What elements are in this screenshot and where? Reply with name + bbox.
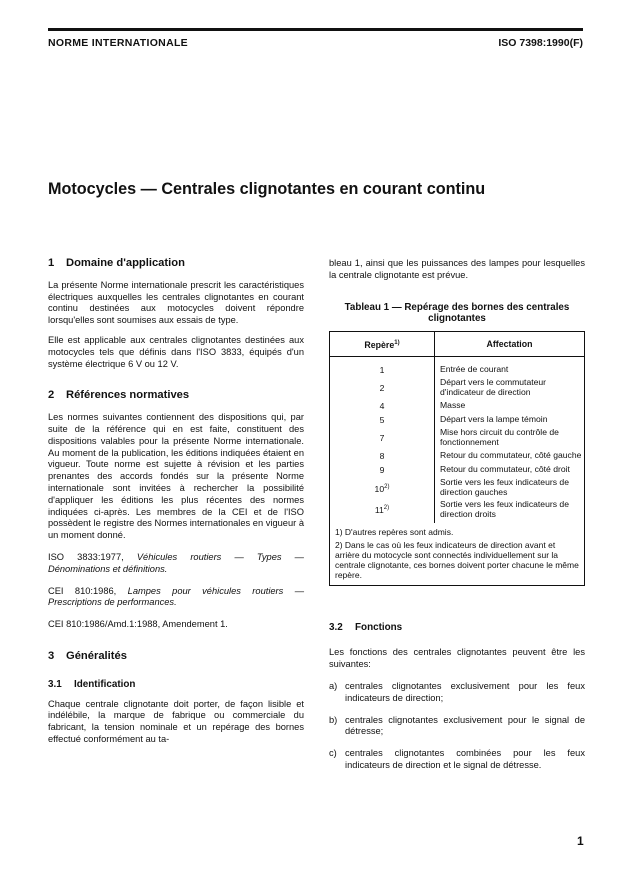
subsection-3-1-heading: 3.1 Identification (48, 678, 136, 690)
table-cell-affectation: Entrée de courant (435, 356, 585, 377)
sec2-paragraph-1: Les normes suivantes contiennent des dispositions qui, par suite de la référence qui en est faite, constituent des dispositions valables pour la présente Norme internationale. Au moment de la publication, les éditions indiquées étaient en vigueur. Toute norme est sujette à révision et les parties prenantes des accords fondés sur la présente Norme internationale sont invitées à rechercher la possibilité d'appliquer les éditions les plus récentes des normes indiquées ci-après. Les membres de la CEI et de l'ISO possèdent le registre des Normes internationales en vigueur à un moment donné. (48, 412, 304, 541)
table-cell-affectation: Retour du commutateur, côté droit (435, 463, 585, 477)
table-cell-repere: 9 (330, 463, 435, 477)
terminal-table (329, 331, 585, 523)
subsection-3-2-heading: 3.2 Fonctions (329, 621, 403, 633)
table-cell-affectation: Départ vers la lampe témoin (435, 413, 585, 427)
table-cell-repere: 10$^{2)}$ (330, 477, 435, 499)
table-cell-affectation: Retour du commutateur, côté gauche (435, 449, 585, 463)
sec3-1-paragraph-continued: bleau 1, ainsi que les puissances des lampes pour lesquelles la centrale clignotante est prévue. (329, 258, 585, 280)
section-3-heading: 3 Généralités (48, 649, 127, 662)
table-cell-repere: 2 (330, 377, 435, 399)
table-cell-repere: 11$^{2)}$ (330, 499, 435, 523)
page-number: 1 (577, 834, 584, 848)
page-header (48, 28, 583, 49)
reference-iso-3833: ISO 3833:1977, Véhicules routiers — Types — Dénominations et définitions. (48, 551, 304, 574)
table-header-repere: Repère$^{1)}$ (330, 331, 435, 356)
section-1-heading: 1 Domaine d'application (48, 257, 185, 269)
table-cell-affectation: Départ vers le commutateur d'indicateur de direction (435, 377, 585, 399)
table-row (330, 477, 585, 499)
sec3-2-paragraph: Les fonctions des centrales clignotantes peuvent être les suivantes: (329, 647, 585, 670)
section-2-heading: 2 Références normatives (48, 389, 190, 402)
table-row (330, 399, 585, 413)
right-column (329, 258, 585, 772)
list-item: a) centrales clignotantes exclusivement pour les feux indicateurs de direction; (329, 681, 585, 703)
sec1-paragraph-2: Elle est applicable aux centrales clignotantes destinées aux motocycles tels que définis dans l'ISO 3833, équipés d'un système électrique 6 V ou 12 V. (48, 334, 304, 369)
table-cell-repere: 4 (330, 399, 435, 413)
table-cell-repere: 8 (330, 449, 435, 463)
reference-cei-810-amd: CEI 810:1986/Amd.1:1988, Amendement 1. (48, 619, 228, 630)
table-caption: Tableau 1 — Repérage des bornes des centrales clignotantes (344, 301, 570, 325)
table-cell-repere: 1 (330, 356, 435, 377)
table-cell-affectation: Mise hors circuit du contrôle de fonctionnement (435, 427, 585, 449)
left-column (48, 258, 304, 746)
table-row (330, 499, 585, 523)
table-note-1: 1) D'autres repères sont admis. (335, 526, 454, 537)
table-row (330, 377, 585, 399)
table-cell-repere: 7 (330, 427, 435, 449)
reference-cei-810: CEI 810:1986, Lampes pour véhicules routiers — Prescriptions de performances. (48, 585, 304, 608)
sec3-1-paragraph: Chaque centrale clignotante doit porter, de façon lisible et indélébile, la marque de fabrique ou commerciale du fabricant, la tension nominale et un repérage des bornes effectué conformément au ta- (48, 698, 304, 744)
list-item: b) centrales clignotantes exclusivement pour le signal de détresse; (329, 714, 585, 737)
table-cell-affectation: Sortie vers les feux indicateurs de direction gauches (435, 477, 585, 499)
function-list (329, 681, 585, 772)
table-row (330, 449, 585, 463)
table-cell-repere: 5 (330, 413, 435, 427)
table-cell-affectation: Masse (435, 399, 585, 413)
list-item: c) centrales clignotantes combinées pour les feux indicateurs de direction et le signal de détresse. (329, 748, 585, 770)
table-footnotes (329, 523, 585, 586)
header-left: NORME INTERNATIONALE (48, 37, 188, 49)
header-right: ISO 7398:1990(F) (498, 37, 583, 49)
table-header-affectation: Affectation (435, 331, 585, 356)
table-row (330, 463, 585, 477)
table-row (330, 413, 585, 427)
sec1-paragraph-1: La présente Norme internationale prescrit les caractéristiques électriques auxquelles les centrales clignotantes en courant continu destinées aux motocycles doivent répondre lorsqu'elles sont soumises aux essais de type. (48, 279, 304, 326)
document-title: Motocycles — Centrales clignotantes en courant continu (48, 180, 486, 198)
table-cell-affectation: Sortie vers les feux indicateurs de direction droits (435, 499, 585, 523)
table-row (330, 427, 585, 449)
table-note-2: 2) Dans le cas où les feux indicateurs de direction avant et arrière du motocycle sont connectés individuellement sur la centrale clignotante, ces bornes doivent porter chacune le même repère. (335, 539, 579, 581)
table-row (330, 356, 585, 377)
